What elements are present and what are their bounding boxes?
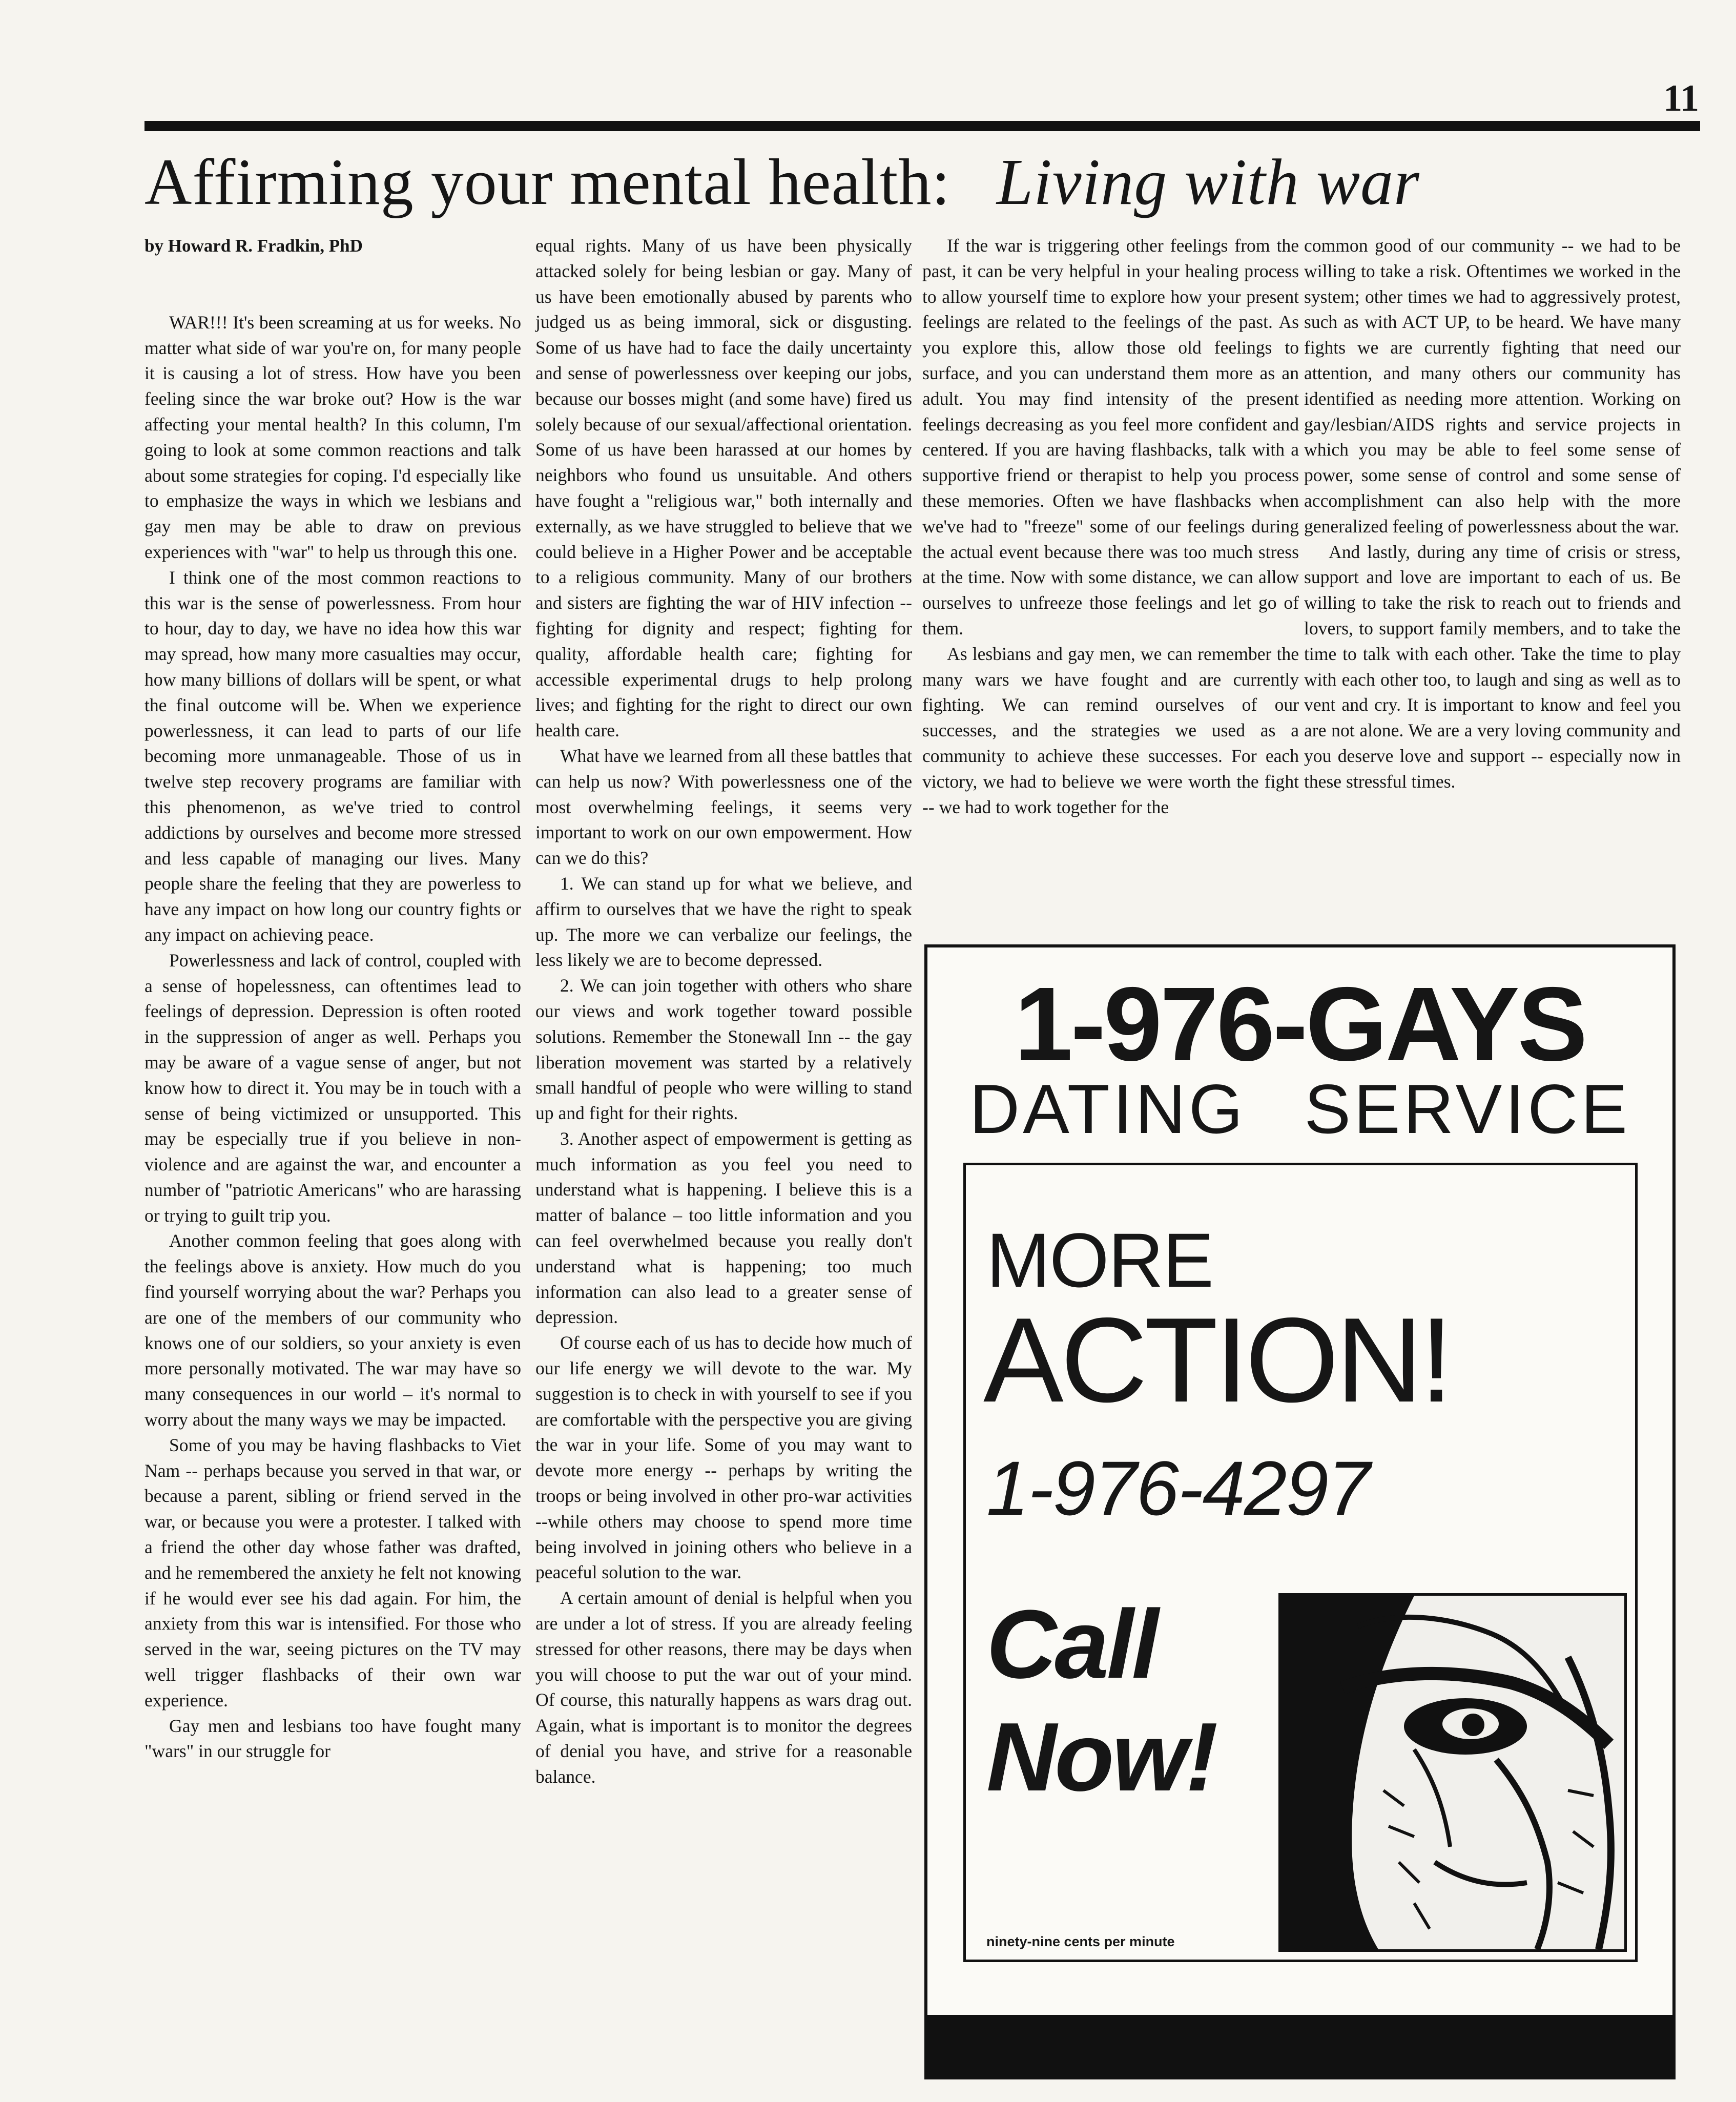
paragraph: And lastly, during any time of crisis or stress, support and love are important to each of us. Be willing to take the risk to reach out to friends and lovers, to support family members, and to take the time to talk with each other. Take the time to play with each other too, to laugh and sing as well as to vent and cry. It is important to know and feel you are not alone. We are a very loving community and you deserve love and support -- especially now in these stressful times.	[1304, 541, 1681, 792]
paragraph: Some of you may be having flashbacks to Viet Nam -- perhaps because you served in that war, or because a parent, sibling or friend served in the war, or because you were a protester. I talked with a friend the other day whose father was drafted, and he remembered the anxiety he felt not knowing if he would ever see his dad again. For him, the anxiety from this war is intensified. For those who served in the war, seeing pictures on the TV may well trigger flashbacks of their own war experience.	[144, 1434, 521, 1711]
paragraph: common good of our community -- we had to be willing to take a risk. Oftentimes we worked in the system; other times we had to aggressively protest, such as with ACT UP, to be heard. We have many fights we are currently fighting that need our attention, and many others our community has identified as needing more attention. Working on gay/lesbian/AIDS rights and service projects in which you may be able to feel some sense of power, some sense of control and some sense of accomplishment can also help with the more generalized feeling of powerlessness about the war.	[1304, 235, 1681, 537]
article-column-4	[1304, 233, 1681, 795]
ad-now-text: Now!	[986, 1703, 1216, 1811]
ad-subtitle: DATING SERVICE	[969, 1070, 1631, 1148]
ad-face-illustration	[1278, 1593, 1627, 1952]
paragraph: 3. Another aspect of empowerment is getting as much information as you feel you need to understand what is happening. I believe this is a matter of balance – too little information and you can feel overwhelmed because you really don't understand what is happening; too much information can also lead to a greater sense of depression.	[535, 1128, 912, 1328]
paragraph: As lesbians and gay men, we can remember the many wars we have fought and are currently fighting. We can remind ourselves of our successes, and the strategies we used as a community to achieve these successes. For each victory, we had to believe we were worth the fight -- we had to work together for the	[922, 643, 1299, 817]
ad-call-text: Call	[986, 1590, 1157, 1699]
headline-sub: Living with war	[996, 146, 1420, 218]
paragraph: Gay men and lesbians too have fought many "wars" in our struggle for	[144, 1715, 521, 1762]
paragraph: A certain amount of denial is helpful when you are under a lot of stress. If you are already feeling stressed for other reasons, there may be days when you will choose to put the war out of your mind. Of course, this naturally happens as wars drag out. Again, what is important is to monitor the degrees of denial you have, and strive for a reasonable balance.	[535, 1588, 912, 1787]
article-column-2	[535, 233, 912, 1790]
ad-title: 1-976-GAYS	[1014, 965, 1586, 1083]
header-rule	[144, 121, 1700, 131]
ad-footer-bar	[927, 2015, 1672, 2076]
article-column-1	[144, 233, 521, 1764]
paragraph: WAR!!! It's been screaming at us for weeks. No matter what side of war you're on, for many people it is causing a lot of stress. How have you been feeling since the war broke out? How is the war affecting your mental health? In this column, I'm going to look at some common reactions and talk about some strategies for coping. I'd especially like to emphasize the ways in which we lesbians and gay men may be able to draw on previous experiences with "war" to help us through this one.	[144, 312, 521, 562]
paragraph: equal rights. Many of us have been physically attacked solely for being lesbian or gay. Many of us have been emotionally abused by parents who judged us as being immoral, sick or disgusting. Some of us have had to face the daily uncertainty and sense of powerlessness over keeping our jobs, because our bosses might (and some have) fired us solely because of our sexual/affectional orientation. Some of us have been harassed at our homes by neighbors who found us unsuitable. And others have fought a "religious war," both internally and externally, as we have struggled to believe that we could believe in a Higher Power and be acceptable to a religious community. Many of our brothers and sisters are fighting the war of HIV infection --fighting for dignity and respect; fighting for quality, affordable health care; fighting for accessible experimental drugs to help prolong lives; and fighting for the right to direct our own health care.	[535, 235, 912, 741]
byline: by Howard R. Fradkin, PhD	[144, 236, 363, 256]
paragraph: If the war is triggering other feelings from the past, it can be very helpful in your healing process to allow yourself time to explore how your present feelings are related to the feelings of the past. As you explore this, allow those old feelings to surface, and you can understand them more as an adult. You may find intensity of the present feelings decreasing as you feel more confident and centered. If you are having flashbacks, talk with a supportive friend or therapist to help you process these memories. Often we have flashbacks when we've had to "freeze" some of our feelings during the actual event because there was too much stress at the time. Now with some distance, we can allow ourselves to unfreeze those feelings and let go of them.	[922, 235, 1299, 638]
ad-action-text: ACTION!	[983, 1292, 1451, 1427]
paragraph: Powerlessness and lack of control, coupled with a sense of hopelessness, can oftentimes lead to feelings of depression. Depression is often rooted in the suppression of anger as well. Perhaps you may be aware of a vague sense of anger, but not know how to direct it. You may be in touch with a sense of being victimized or unsupported. This may be especially true if you believe in non-violence and are against the war, and encounter a number of "patriotic Americans" who are harassing or trying to guilt trip you.	[144, 950, 521, 1226]
paragraph: What have we learned from all these battles that can help us now? With powerlessness one of the most overwhelming feelings, it seems very important to work on our own empowerment. How can we do this?	[535, 745, 912, 869]
advertisement	[924, 944, 1676, 2079]
paragraph: 1. We can stand up for what we believe, and affirm to ourselves that we have the right to speak up. The more we can verbalize our feelings, the less likely we are to become depressed.	[535, 873, 912, 971]
ad-phone-number: 1-976-4297	[986, 1445, 1370, 1531]
page-number: 11	[1663, 77, 1699, 119]
page-title	[144, 141, 1700, 223]
paragraph: Another common feeling that goes along with the feelings above is anxiety. How much do you find yourself worrying about the war? Perhaps you are one of the members of our community who knows one of our soldiers, so your anxiety is even more personally motivated. The war may have so many consequences in our world – it's normal to worry about the many ways we may be impacted.	[144, 1230, 521, 1430]
article-column-3	[922, 233, 1299, 820]
paragraph: Of course each of us has to decide how much of our life energy we will devote to the war. My suggestion is to check in with yourself to see if you are comfortable with the perspective you are giving the war in your life. Some of you may want to devote more energy -- perhaps by writing the troops or being involved in other pro-war activities --while others may choose to spend more time being involved in joining others who believe in a peaceful solution to the war.	[535, 1332, 912, 1583]
ad-fine-print: ninety-nine cents per minute	[986, 1934, 1175, 1949]
paragraph: I think one of the most common reactions to this war is the sense of powerlessness. From hour to hour, day to day, we have no idea how this war may spread, how many more casualties may occur, how many billions of dollars will be spent, or what the final outcome will be. When we experience powerlessness, it can lead to parts of our life becoming more unmanageable. Those of us in twelve step recovery programs are familiar with this phenomenon, as we've tried to control addictions by ourselves and become more stressed and less capable of managing our lives. Many people share the feeling that they are powerless to have any impact on how long our country fights or any impact on achieving peace.	[144, 567, 521, 945]
paragraph: 2. We can join together with others who share our views and work together toward possible solutions. Remember the Stonewall Inn -- the gay liberation movement was started by a relatively small handful of people who were willing to stand up and fight for their rights.	[535, 975, 912, 1124]
ad-more-text: MORE	[986, 1217, 1213, 1303]
headline-main: Affirming your mental health:	[144, 146, 950, 218]
ad-inner-box	[963, 1163, 1638, 1962]
